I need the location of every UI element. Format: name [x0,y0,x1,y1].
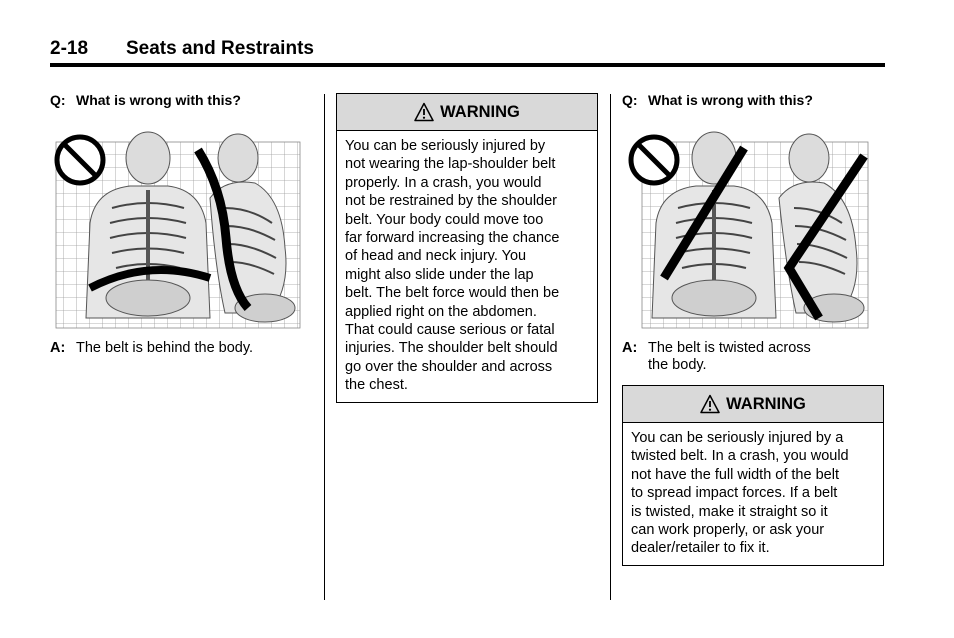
warning-line: belt. The belt force would then be [345,285,560,302]
warning-line: twisted belt. In a crash, you would [631,448,849,465]
warning-line: properly. In a crash, you would [345,174,542,191]
prohibited-icon [631,137,677,183]
warning-line: That could cause serious or fatal [345,322,555,339]
answer-text: the body. [648,357,707,373]
page-header [50,38,885,60]
answer-text: The belt is twisted across [648,340,811,356]
column-divider [610,94,611,600]
warning-line: can work properly, or ask your [631,522,825,539]
warning-title: WARNING [726,394,806,413]
warning-line: not be restrained by the shoulder [345,193,557,210]
warning-header [337,94,597,131]
warning-body [623,423,883,564]
warning-icon [700,394,720,414]
question-1 [50,92,241,108]
warning-line: is twisted, make it straight so it [631,503,828,520]
answer-2 [622,340,811,374]
warning-line: dealer/retailer to fix it. [631,540,770,557]
page-number: 2-18 [50,38,89,59]
page-title [50,38,885,60]
answer-1 [50,340,253,357]
warning-line: applied right on the abdomen. [345,303,537,320]
warning-line: of head and neck injury. You [345,248,527,265]
answer-key: A: [50,340,66,356]
question-text: What is wrong with this? [76,92,241,108]
column-divider [324,94,325,600]
warning-box [336,93,598,403]
warning-line: You can be seriously injured by a [631,430,844,446]
warning-line: far forward increasing the chance [345,230,560,247]
warning-line: go over the shoulder and across [345,358,553,375]
question-key: Q: [50,92,66,108]
prohibited-icon [57,137,103,183]
warning-line: not wearing the lap-shoulder belt [345,156,556,173]
warning-icon [414,102,434,122]
belt-behind-body-illustration [50,128,305,334]
warning-line: not have the full width of the belt [631,466,839,483]
header-rule [50,63,885,67]
warning-header [623,386,883,423]
warning-line: belt. Your body could move too [345,211,544,228]
question-text: What is wrong with this? [648,92,813,108]
warning-title: WARNING [440,102,520,121]
warning-line: to spread impact forces. If a belt [631,485,838,502]
twisted-belt-illustration [624,128,870,334]
answer-key: A: [622,340,638,356]
question-2 [622,92,813,108]
question-key: Q: [622,92,638,108]
warning-line: You can be seriously injured by [345,138,546,154]
warning-line: might also slide under the lap [345,266,534,283]
section-title: Seats and Restraints [126,38,314,59]
warning-box [622,385,884,566]
warning-body [337,131,597,401]
answer-text: The belt is behind the body. [76,340,254,356]
warning-line: the chest. [345,377,408,394]
warning-line: injuries. The shoulder belt should [345,340,558,357]
